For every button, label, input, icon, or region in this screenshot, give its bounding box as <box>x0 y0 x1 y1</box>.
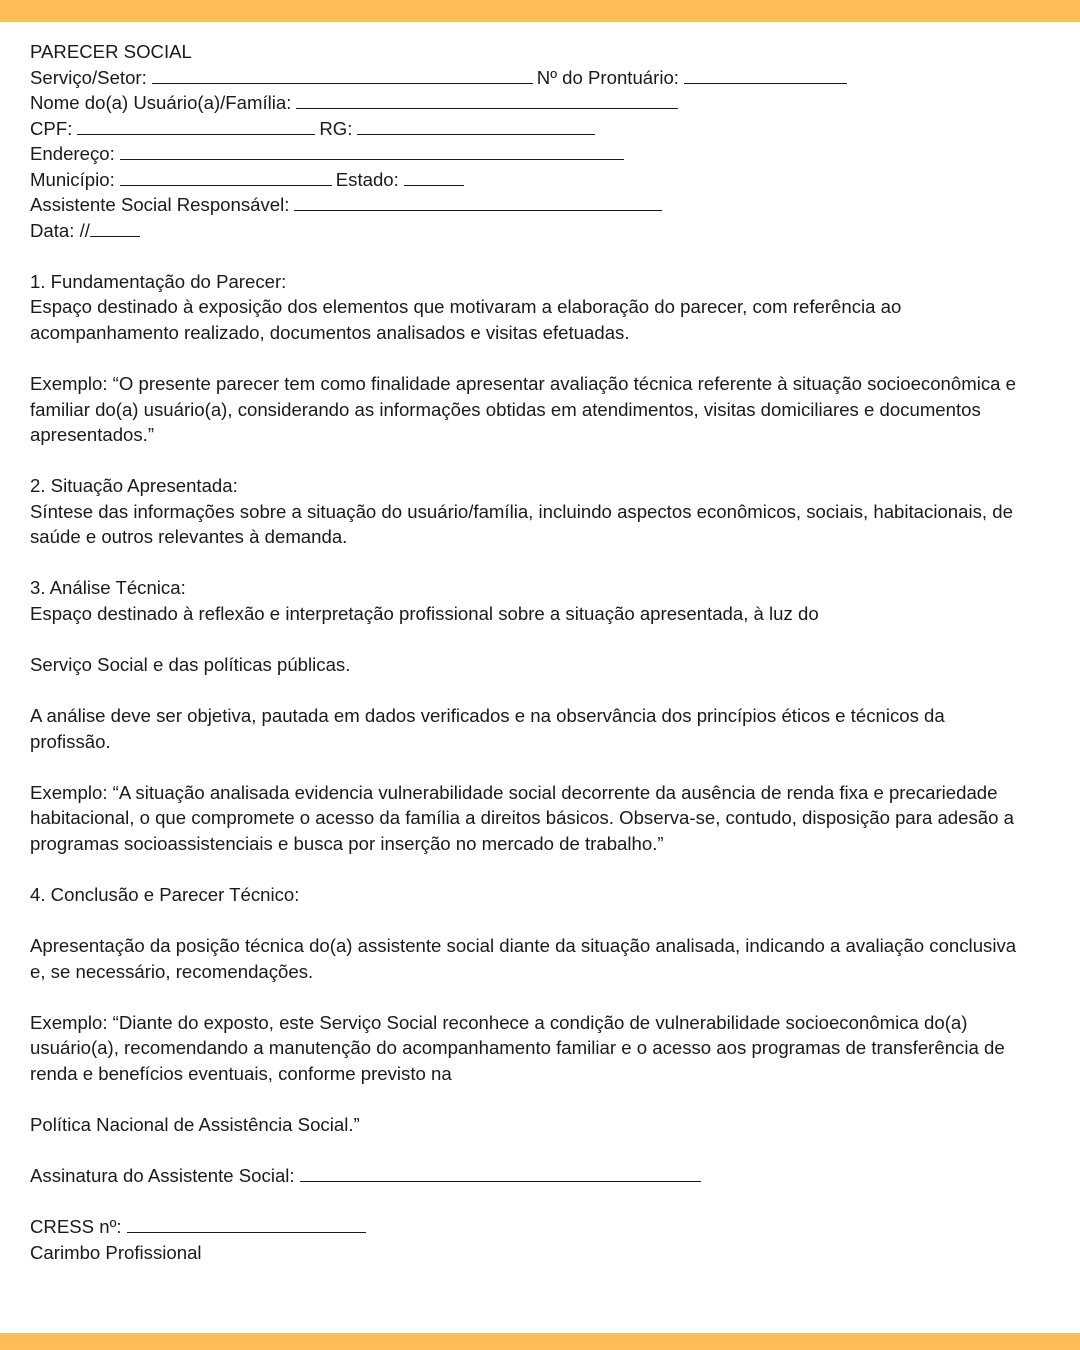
cress-row <box>30 1214 1020 1240</box>
estado-label: Estado: <box>335 168 399 190</box>
cpf-rg-row <box>30 116 1020 142</box>
servico-prontuario-row <box>30 65 1020 91</box>
servico-setor-label: Serviço/Setor: <box>30 66 147 88</box>
section-3-heading: 3. Análise Técnica: <box>30 577 186 599</box>
top-accent-bar <box>0 0 1080 22</box>
section-1-heading: 1. Fundamentação do Parecer: <box>30 270 287 292</box>
endereco-field[interactable] <box>120 141 624 160</box>
data-label: Data: // <box>30 219 90 241</box>
section-3-paragraph-1: Espaço destinado à reflexão e interpretação profissional sobre a situação apresentada, à luz do <box>30 603 819 625</box>
municipio-field[interactable] <box>120 167 332 186</box>
assistente-label: Assistente Social Responsável: <box>30 194 290 216</box>
document-body <box>30 39 1020 1265</box>
cress-field[interactable] <box>127 1214 366 1233</box>
assistente-row <box>30 192 1020 218</box>
cress-label: CRESS nº: <box>30 1216 122 1238</box>
nome-label: Nome do(a) Usuário(a)/Família: <box>30 92 292 114</box>
nome-row <box>30 90 1020 116</box>
assinatura-row <box>30 1163 1020 1189</box>
cpf-field[interactable] <box>77 116 315 135</box>
assinatura-field[interactable] <box>300 1163 701 1182</box>
rg-label: RG: <box>319 117 353 139</box>
assinatura-label: Assinatura do Assistente Social: <box>30 1165 295 1187</box>
section-3-paragraph-2: Serviço Social e das políticas públicas. <box>30 654 351 676</box>
section-1-paragraph-1: Espaço destinado à exposição dos elementos que motivaram a elaboração do parecer, com referência ao acompanhamento realizado, documentos analisados e visitas efetuadas. <box>30 296 902 344</box>
municipio-estado-row <box>30 167 1020 193</box>
section-2-paragraph-1: Síntese das informações sobre a situação do usuário/família, incluindo aspectos econômicos, sociais, habitacionais, de saúde e outros relevantes à demanda. <box>30 500 1013 548</box>
document-title: PARECER SOCIAL <box>30 41 192 62</box>
section-3-paragraph-3: A análise deve ser objetiva, pautada em dados verificados e na observância dos princípios éticos e técnicos da profissão. <box>30 705 945 752</box>
cpf-label: CPF: <box>30 117 73 139</box>
nome-field[interactable] <box>296 90 678 109</box>
endereco-row <box>30 141 1020 167</box>
data-row <box>30 218 1020 244</box>
endereco-label: Endereço: <box>30 143 115 165</box>
section-3-example: Exemplo: “A situação analisada evidencia vulnerabilidade social decorrente da ausência de renda fixa e precariedade habitacional, o que compromete o acesso da família a direitos básicos. Observa-se, contudo, disposição para adesão a programas socioassistenciais e busca por inserção no mercado de trabalho.” <box>30 781 1014 854</box>
assistente-field[interactable] <box>294 192 662 211</box>
section-4-paragraph-1: Apresentação da posição técnica do(a) assistente social diante da situação analisada, indicando a avaliação conclusiva e, se necessário, recomendações. <box>30 935 1017 982</box>
prontuario-label: Nº do Prontuário: <box>536 66 679 88</box>
rg-field[interactable] <box>357 116 595 135</box>
section-4-example-end: Política Nacional de Assistência Social.” <box>30 1113 360 1135</box>
section-1-example: Exemplo: “O presente parecer tem como finalidade apresentar avaliação técnica referente à situação socioeconômica e familiar do(a) usuário(a), considerando as informações obtidas em atendimentos, visitas domiciliares e documentos apresentados.” <box>30 373 1017 446</box>
servico-setor-field[interactable] <box>152 65 533 84</box>
section-4-example: Exemplo: “Diante do exposto, este Serviço Social reconhece a condição de vulnerabilidade socioeconômica do(a) usuário(a), recomendando a manutenção do acompanhamento familiar e o acesso aos programas de transferência de renda e benefícios eventuais, conforme previsto na <box>30 1011 1005 1084</box>
estado-field[interactable] <box>404 167 464 186</box>
municipio-label: Município: <box>30 168 115 190</box>
section-4-heading: 4. Conclusão e Parecer Técnico: <box>30 884 300 906</box>
prontuario-field[interactable] <box>684 65 847 84</box>
carimbo-label: Carimbo Profissional <box>30 1241 202 1263</box>
data-field[interactable] <box>90 218 140 237</box>
section-2-heading: 2. Situação Apresentada: <box>30 475 238 497</box>
bottom-accent-bar <box>0 1333 1080 1350</box>
